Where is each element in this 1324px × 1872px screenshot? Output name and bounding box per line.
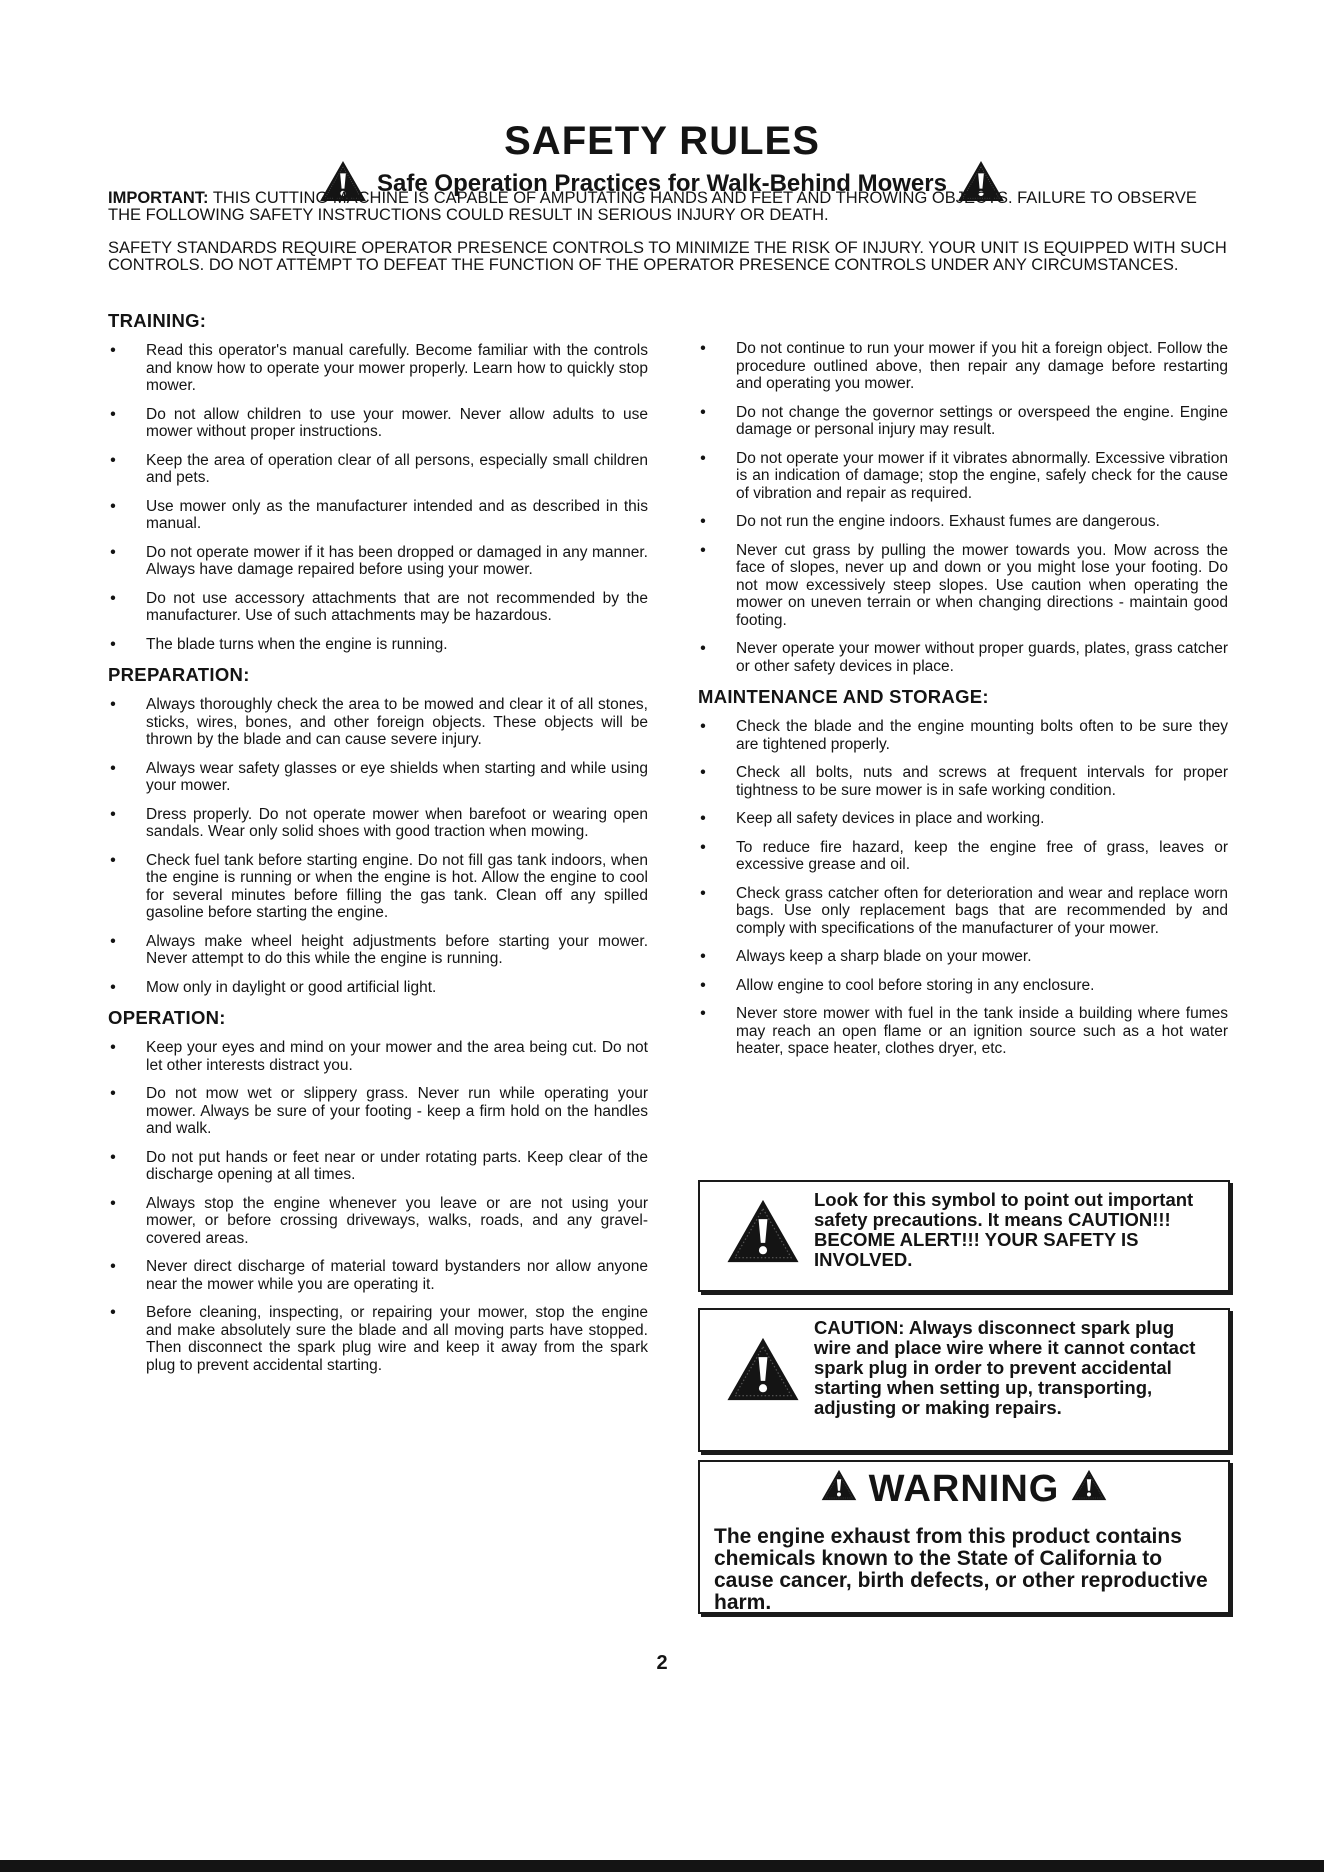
list-item-text: Dress properly. Do not operate mower when barefoot or wearing open sandals. Wear only solid shoes with good traction when mowing. bbox=[146, 805, 648, 840]
bullet: • bbox=[110, 932, 116, 950]
list-item-text: Always thoroughly check the area to be mowed and clear it of all stones, sticks, wires, bones, and other foreign objects. These objects will be thrown by the blade and can cause severe injury. bbox=[146, 696, 648, 748]
list-item-text: Keep all safety devices in place and working. bbox=[736, 810, 1045, 827]
list-item bbox=[108, 498, 648, 533]
list-item-text: Do not change the governor settings or overspeed the engine. Engine damage or personal injury may result. bbox=[736, 403, 1228, 438]
list-item-text: The blade turns when the engine is running. bbox=[146, 635, 448, 653]
operation-continued-list bbox=[698, 340, 1228, 675]
warning-title: WARNING bbox=[868, 1468, 1060, 1510]
bullet: • bbox=[110, 635, 116, 653]
list-item bbox=[698, 764, 1228, 799]
bullet: • bbox=[110, 543, 116, 561]
warning-text: The engine exhaust from this product contains chemicals known to the State of California to cause cancer, birth defects, or other reproductive harm. bbox=[714, 1525, 1208, 1614]
bullet: • bbox=[700, 513, 706, 530]
operation-heading: OPERATION: bbox=[108, 1007, 226, 1028]
list-item bbox=[698, 450, 1228, 503]
bullet: • bbox=[700, 640, 706, 657]
list-item bbox=[698, 948, 1228, 966]
list-item bbox=[108, 1304, 648, 1374]
caution-box bbox=[698, 1308, 1230, 1452]
list-item bbox=[108, 979, 648, 997]
list-item-text: Always make wheel height adjustments before starting your mower. Never attempt to do this while the engine is running. bbox=[146, 932, 648, 967]
safety-symbol-text: Look for this symbol to point out important safety precautions. It means CAUTION!!! BECOME ALERT!!! YOUR SAFETY IS INVOLVED. bbox=[814, 1189, 1194, 1270]
important-text: THIS CUTTING MACHINE IS CAPABLE OF AMPUTATING HANDS AND FEET AND THROWING OBJECTS. FAILURE TO OBSERVE THE FOLLOWING SAFETY INSTRUCTIONS COULD RESULT IN SERIOUS INJURY OR DEATH. bbox=[108, 189, 1197, 224]
warning-heading bbox=[700, 1468, 1228, 1511]
caution-text: CAUTION: Always disconnect spark plug wire and place wire where it cannot contact spark plug in order to prevent accidental starting when setting up, transporting, adjusting or making repairs. bbox=[814, 1317, 1196, 1418]
list-item bbox=[698, 542, 1228, 630]
list-item bbox=[108, 806, 648, 841]
list-item-text: Allow engine to cool before storing in any enclosure. bbox=[736, 976, 1095, 994]
bullet: • bbox=[110, 451, 116, 469]
list-item bbox=[108, 933, 648, 968]
bullet: • bbox=[110, 978, 116, 996]
list-item-text: Do not operate mower if it has been dropped or damaged in any manner. Always have damage repaired before using your mower. bbox=[146, 543, 648, 578]
list-item bbox=[108, 342, 648, 395]
list-item-text: Never operate your mower without proper guards, plates, grass catcher or other safety devices in place. bbox=[736, 640, 1228, 675]
preparation-heading: PREPARATION: bbox=[108, 664, 250, 685]
bullet: • bbox=[110, 342, 116, 359]
training-heading: TRAINING: bbox=[108, 310, 207, 331]
standards-notice: SAFETY STANDARDS REQUIRE OPERATOR PRESENCE CONTROLS TO MINIMIZE THE RISK OF INJURY. YOUR UNIT IS EQUIPPED WITH SUCH CONTROLS. DO NOT ATTEMPT TO DEFEAT THE FUNCTION OF THE OPERATOR PRESENCE CONTROLS UNDER ANY CIRCUMSTANCES. bbox=[108, 239, 1227, 274]
list-item-text: Always keep a sharp blade on your mower. bbox=[736, 948, 1032, 965]
list-item-text: Do not mow wet or slippery grass. Never run while operating your mower. Always be sure of your footing - keep a firm hold on the handles and walk. bbox=[146, 1085, 648, 1137]
list-item bbox=[108, 1258, 648, 1293]
list-item-text: Keep the area of operation clear of all persons, especially small children and pets. bbox=[146, 451, 648, 486]
warning-triangle-icon bbox=[726, 1198, 800, 1269]
bullet: • bbox=[110, 1039, 116, 1056]
list-item bbox=[108, 452, 648, 487]
list-item-text: Keep your eyes and mind on your mower and the area being cut. Do not let other interests distract you. bbox=[146, 1039, 648, 1074]
list-item-text: Always wear safety glasses or eye shields when starting and while using your mower. bbox=[146, 759, 648, 794]
list-item-text: Do not operate your mower if it vibrates abnormally. Excessive vibration is an indication of damage; stop the engine, safely check for the cause of vibration and repair as required. bbox=[736, 449, 1228, 502]
list-item-text: Do not use accessory attachments that are not recommended by the manufacturer. Use of such attachments may be hazardous. bbox=[146, 589, 648, 624]
bullet: • bbox=[110, 405, 116, 423]
list-item bbox=[698, 340, 1228, 393]
list-item bbox=[108, 544, 648, 579]
list-item bbox=[698, 839, 1228, 874]
bullet: • bbox=[110, 1148, 116, 1166]
bullet: • bbox=[700, 810, 706, 827]
list-item-text: Never direct discharge of material toward bystanders nor allow anyone near the mower while you are operating it. bbox=[146, 1258, 648, 1293]
list-item bbox=[698, 885, 1228, 938]
list-item bbox=[698, 977, 1228, 995]
list-item bbox=[108, 852, 648, 922]
list-item bbox=[698, 404, 1228, 439]
bottom-border bbox=[0, 1860, 1324, 1872]
list-item bbox=[698, 810, 1228, 828]
bullet: • bbox=[700, 1005, 706, 1022]
maintenance-heading: MAINTENANCE AND STORAGE: bbox=[698, 686, 989, 707]
bullet: • bbox=[110, 851, 116, 869]
list-item-text: To reduce fire hazard, keep the engine free of grass, leaves or excessive grease and oil. bbox=[736, 838, 1228, 873]
safety-symbol-box bbox=[698, 1180, 1230, 1292]
bullet: • bbox=[110, 1258, 116, 1275]
bullet: • bbox=[700, 403, 706, 421]
list-item bbox=[108, 636, 648, 654]
list-item-text: Do not allow children to use your mower. Never allow adults to use mower without proper instructions. bbox=[146, 405, 648, 440]
warning-triangle-icon bbox=[1071, 1468, 1107, 1511]
warning-triangle-icon bbox=[821, 1468, 857, 1511]
left-column bbox=[108, 310, 648, 1385]
list-item bbox=[698, 1005, 1228, 1058]
list-item bbox=[698, 640, 1228, 675]
bullet: • bbox=[700, 976, 706, 994]
bullet: • bbox=[110, 497, 116, 515]
bullet: • bbox=[700, 948, 706, 965]
list-item bbox=[108, 1039, 648, 1074]
list-item-text: Never cut grass by pulling the mower towards you. Mow across the face of slopes, never up and down or you might lose your footing. Do not mow excessively steep slopes. Use caution when operating the mower on uneven terrain or when changing directions - maintain good footing. bbox=[736, 541, 1228, 629]
page-subtitle: Safe Operation Practices for Walk-Behind Mowers bbox=[377, 169, 947, 197]
maintenance-list bbox=[698, 718, 1228, 1058]
list-item bbox=[108, 590, 648, 625]
preparation-list bbox=[108, 696, 648, 996]
list-item bbox=[108, 696, 648, 749]
list-item bbox=[108, 760, 648, 795]
warning-triangle-icon bbox=[726, 1336, 800, 1407]
bullet: • bbox=[110, 1304, 116, 1321]
list-item-text: Check the blade and the engine mounting bolts often to be sure they are tightened properly. bbox=[736, 718, 1228, 753]
bullet: • bbox=[110, 759, 116, 777]
list-item-text: Check fuel tank before starting engine. Do not fill gas tank indoors, when the engine is running or when the engine is hot. Allow the engine to cool for several minutes before filling the gas tank. Clean off any spilled gasoline before starting the engine. bbox=[146, 851, 648, 921]
bullet: • bbox=[700, 340, 706, 357]
bullet: • bbox=[110, 589, 116, 607]
list-item-text: Read this operator's manual carefully. Become familiar with the controls and know how to operate your mower properly. Learn how to quickly stop mower. bbox=[146, 342, 648, 394]
bullet: • bbox=[700, 884, 706, 902]
important-label: IMPORTANT: bbox=[108, 189, 209, 207]
list-item-text: Never store mower with fuel in the tank inside a building where fumes may reach an open flame or an ignition source such as a hot water heater, space heater, clothes dryer, etc. bbox=[736, 1005, 1228, 1057]
operation-list bbox=[108, 1039, 648, 1374]
bullet: • bbox=[700, 718, 706, 735]
list-item bbox=[108, 406, 648, 441]
bullet: • bbox=[700, 541, 706, 559]
list-item-text: Check grass catcher often for deterioration and wear and replace worn bags. Use only replacement bags that are recommended by and comply with specifications of the manufacturer of your mower. bbox=[736, 884, 1228, 937]
important-notice bbox=[108, 190, 1228, 224]
list-item-text: Use mower only as the manufacturer intended and as described in this manual. bbox=[146, 497, 648, 532]
bullet: • bbox=[110, 1194, 116, 1212]
list-item-text: Check all bolts, nuts and screws at frequent intervals for proper tightness to be sure mower is in safe working condition. bbox=[736, 764, 1228, 799]
right-column bbox=[698, 340, 1228, 1069]
bullet: • bbox=[110, 696, 116, 713]
bullet: • bbox=[110, 1085, 116, 1102]
bullet: • bbox=[700, 764, 706, 781]
list-item bbox=[108, 1149, 648, 1184]
list-item bbox=[698, 718, 1228, 753]
page-title: SAFETY RULES bbox=[504, 119, 820, 163]
list-item-text: Before cleaning, inspecting, or repairing your mower, stop the engine and make absolutely sure the blade and all moving parts have stopped. Then disconnect the spark plug wire and keep it away from the spark plug to prevent accidental starting. bbox=[146, 1304, 648, 1374]
list-item-text: Do not run the engine indoors. Exhaust fumes are dangerous. bbox=[736, 513, 1160, 530]
warning-box bbox=[698, 1460, 1230, 1614]
page-number: 2 bbox=[656, 1652, 668, 1674]
training-list bbox=[108, 342, 648, 653]
bullet: • bbox=[700, 449, 706, 467]
list-item-text: Mow only in daylight or good artificial light. bbox=[146, 978, 437, 996]
list-item bbox=[108, 1085, 648, 1138]
list-item-text: Do not continue to run your mower if you hit a foreign object. Follow the procedure outlined above, then repair any damage before restarting and operating you mower. bbox=[736, 340, 1228, 392]
list-item bbox=[698, 513, 1228, 531]
list-item bbox=[108, 1195, 648, 1248]
bullet: • bbox=[110, 805, 116, 823]
list-item-text: Do not put hands or feet near or under rotating parts. Keep clear of the discharge opening at all times. bbox=[146, 1148, 648, 1183]
list-item-text: Always stop the engine whenever you leave or are not using your mower, or before crossing driveways, walks, roads, and any gravel-covered areas. bbox=[146, 1194, 648, 1247]
title-row bbox=[0, 118, 1324, 164]
bullet: • bbox=[700, 838, 706, 856]
